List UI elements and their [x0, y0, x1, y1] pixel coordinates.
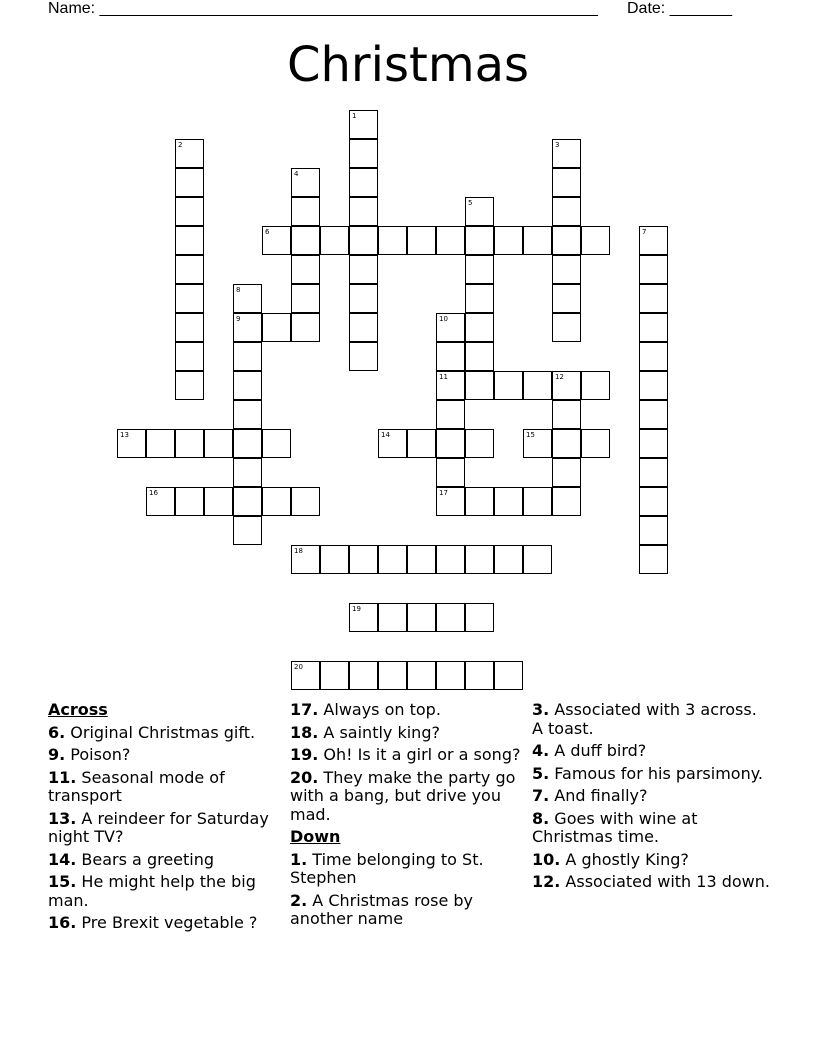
- clue-item-number: 12.: [532, 872, 561, 891]
- grid-cell[interactable]: [291, 226, 320, 255]
- clue-item: [532, 851, 770, 870]
- clue-item-text: Associated with 13 down.: [560, 872, 770, 891]
- grid-cell[interactable]: [581, 429, 610, 458]
- clue-item-text: Bears a greeting: [76, 849, 215, 869]
- clue-item-number: 2.: [290, 890, 308, 910]
- clue-item: [48, 746, 286, 765]
- grid-cell[interactable]: [175, 255, 204, 284]
- clue-item: [532, 787, 770, 806]
- grid-cell[interactable]: [291, 284, 320, 313]
- grid-cell[interactable]: [349, 313, 378, 342]
- grid-cell[interactable]: [494, 371, 523, 400]
- grid-cell[interactable]: [407, 661, 436, 690]
- grid-cell[interactable]: [320, 661, 349, 690]
- grid-cell[interactable]: [436, 429, 465, 458]
- grid-cell[interactable]: [436, 313, 465, 342]
- clue-item-number: 14.: [48, 849, 77, 869]
- grid-cell[interactable]: [494, 545, 523, 574]
- clue-number: 13: [120, 431, 129, 439]
- clue-item-number: 15.: [48, 872, 77, 891]
- grid-cell[interactable]: [291, 313, 320, 342]
- grid-cell[interactable]: [465, 226, 494, 255]
- grid-cell[interactable]: [494, 226, 523, 255]
- name-field-line: Name: ________________________________________________________: [48, 0, 598, 17]
- clue-item-text: A saintly king?: [318, 722, 440, 742]
- grid-cell[interactable]: [552, 284, 581, 313]
- grid-cell[interactable]: [552, 139, 581, 168]
- grid-cell[interactable]: [465, 284, 494, 313]
- clue-item-number: 17.: [290, 700, 319, 719]
- across-heading: Across: [48, 700, 108, 719]
- grid-cell[interactable]: [523, 226, 552, 255]
- grid-cell[interactable]: [436, 661, 465, 690]
- clue-item-text: Associated with 3 across. A toast.: [532, 700, 757, 738]
- clue-item: [290, 724, 528, 743]
- clue-item-text: He might help the big man.: [48, 872, 256, 910]
- grid-cell[interactable]: [262, 429, 291, 458]
- grid-cell[interactable]: [378, 226, 407, 255]
- clue-item-number: 8.: [532, 808, 550, 828]
- grid-cell[interactable]: [349, 255, 378, 284]
- clue-number: 12: [555, 373, 564, 381]
- clue-item-number: 9.: [48, 745, 66, 764]
- grid-cell[interactable]: [552, 226, 581, 255]
- clue-item-number: 6.: [48, 722, 66, 742]
- grid-cell[interactable]: [291, 197, 320, 226]
- clue-item: [290, 746, 528, 765]
- grid-cell[interactable]: [639, 371, 668, 400]
- grid-cell[interactable]: [436, 400, 465, 429]
- grid-cell[interactable]: [436, 545, 465, 574]
- clue-item: [532, 765, 770, 784]
- grid-cell[interactable]: [465, 661, 494, 690]
- clue-number: 18: [294, 547, 303, 555]
- clue-item-text: Time belonging to St. Stephen: [290, 849, 484, 887]
- grid-cell[interactable]: [349, 661, 378, 690]
- grid-cell[interactable]: [552, 429, 581, 458]
- clue-column-1: [48, 701, 286, 937]
- grid-cell[interactable]: [494, 487, 523, 516]
- grid-cell[interactable]: [639, 458, 668, 487]
- grid-cell[interactable]: [291, 255, 320, 284]
- clue-number: 4: [294, 170, 299, 178]
- clue-item-number: 10.: [532, 849, 561, 869]
- grid-cell[interactable]: [465, 603, 494, 632]
- grid-cell[interactable]: [436, 458, 465, 487]
- grid-cell[interactable]: [523, 429, 552, 458]
- clue-item-number: 11.: [48, 767, 77, 787]
- grid-cell[interactable]: [552, 197, 581, 226]
- grid-cell[interactable]: [262, 313, 291, 342]
- clue-item: [48, 914, 286, 933]
- grid-cell[interactable]: [233, 429, 262, 458]
- grid-cell[interactable]: [233, 516, 262, 545]
- clue-item-text: Original Christmas gift.: [65, 722, 256, 742]
- grid-cell[interactable]: [291, 545, 320, 574]
- clue-number: 9: [236, 315, 241, 323]
- grid-cell[interactable]: [349, 197, 378, 226]
- clue-item: [290, 701, 528, 720]
- grid-cell[interactable]: [465, 487, 494, 516]
- clue-number: 15: [526, 431, 535, 439]
- down-heading: Down: [290, 827, 341, 846]
- grid-cell[interactable]: [639, 516, 668, 545]
- clue-number: 3: [555, 141, 560, 149]
- grid-cell[interactable]: [146, 487, 175, 516]
- clue-number: 5: [468, 199, 473, 207]
- clue-item-text: Goes with wine at Christmas time.: [532, 808, 698, 846]
- grid-cell[interactable]: [436, 603, 465, 632]
- grid-cell[interactable]: [233, 342, 262, 371]
- clue-item-number: 16.: [48, 913, 77, 932]
- clue-item-number: 19.: [290, 745, 319, 764]
- grid-cell[interactable]: [552, 458, 581, 487]
- clue-number: 2: [178, 141, 183, 149]
- grid-cell[interactable]: [175, 197, 204, 226]
- grid-cell[interactable]: [465, 545, 494, 574]
- clue-item: [290, 851, 528, 888]
- clue-item: [48, 769, 286, 806]
- clue-column-2: [290, 701, 528, 933]
- grid-cell[interactable]: [581, 371, 610, 400]
- clue-item: [532, 701, 770, 738]
- grid-cell[interactable]: [407, 545, 436, 574]
- grid-cell[interactable]: [407, 603, 436, 632]
- clue-item-number: 18.: [290, 722, 319, 742]
- clue-number: 7: [642, 228, 647, 236]
- clue-number: 1: [352, 112, 357, 120]
- grid-cell[interactable]: [378, 429, 407, 458]
- grid-cell[interactable]: [349, 226, 378, 255]
- clue-item: [48, 724, 286, 743]
- clue-item: [532, 873, 770, 892]
- page-title: Christmas: [286, 37, 529, 93]
- grid-cell[interactable]: [349, 110, 378, 139]
- grid-cell[interactable]: [320, 545, 349, 574]
- grid-cell[interactable]: [291, 168, 320, 197]
- clue-item: [48, 851, 286, 870]
- clue-item-text: Always on top.: [318, 700, 441, 719]
- clue-item-number: 3.: [532, 700, 550, 719]
- grid-cell[interactable]: [523, 487, 552, 516]
- grid-cell[interactable]: [349, 168, 378, 197]
- clue-item-text: A duff bird?: [549, 741, 647, 760]
- clue-number: 10: [439, 315, 448, 323]
- clue-item-text: A reindeer for Saturday night TV?: [48, 808, 269, 846]
- grid-cell[interactable]: [552, 400, 581, 429]
- clue-column-3: [532, 701, 770, 896]
- clue-item-number: 5.: [532, 763, 550, 783]
- grid-cell[interactable]: [320, 226, 349, 255]
- grid-cell[interactable]: [233, 458, 262, 487]
- clue-item-text: Oh! Is it a girl or a song?: [318, 745, 521, 764]
- grid-cell[interactable]: [436, 487, 465, 516]
- clue-item-number: 7.: [532, 786, 550, 805]
- clue-item-number: 13.: [48, 808, 77, 828]
- grid-cell[interactable]: [639, 255, 668, 284]
- grid-cell[interactable]: [639, 226, 668, 255]
- grid-cell[interactable]: [436, 371, 465, 400]
- clue-item: [48, 810, 286, 847]
- grid-cell[interactable]: [465, 429, 494, 458]
- grid-cell[interactable]: [639, 313, 668, 342]
- clue-number: 19: [352, 605, 361, 613]
- grid-cell[interactable]: [175, 342, 204, 371]
- grid-cell[interactable]: [378, 545, 407, 574]
- grid-cell[interactable]: [349, 284, 378, 313]
- grid-cell[interactable]: [494, 661, 523, 690]
- grid-cell[interactable]: [436, 226, 465, 255]
- grid-cell[interactable]: [117, 429, 146, 458]
- date-field-line: Date: _______: [627, 0, 732, 17]
- clue-number: 8: [236, 286, 241, 294]
- clue-item: [532, 810, 770, 847]
- grid-cell[interactable]: [175, 429, 204, 458]
- grid-cell[interactable]: [233, 400, 262, 429]
- clue-item: [48, 873, 286, 910]
- grid-cell[interactable]: [233, 371, 262, 400]
- clue-item-text: A Christmas rose by another name: [290, 890, 473, 928]
- grid-cell[interactable]: [436, 342, 465, 371]
- clue-number: 6: [265, 228, 270, 236]
- grid-cell[interactable]: [175, 487, 204, 516]
- grid-cell[interactable]: [233, 284, 262, 313]
- grid-cell[interactable]: [465, 342, 494, 371]
- grid-cell[interactable]: [175, 226, 204, 255]
- grid-cell[interactable]: [175, 371, 204, 400]
- grid-cell[interactable]: [378, 603, 407, 632]
- grid-cell[interactable]: [465, 371, 494, 400]
- clue-number: 14: [381, 431, 390, 439]
- grid-cell[interactable]: [552, 255, 581, 284]
- clue-item: [290, 769, 528, 825]
- grid-cell[interactable]: [407, 226, 436, 255]
- grid-cell[interactable]: [233, 313, 262, 342]
- grid-cell[interactable]: [639, 342, 668, 371]
- grid-cell[interactable]: [291, 661, 320, 690]
- grid-cell[interactable]: [175, 313, 204, 342]
- clue-item: [290, 892, 528, 929]
- grid-cell[interactable]: [581, 226, 610, 255]
- clue-item-number: 1.: [290, 849, 308, 869]
- clue-number: 17: [439, 489, 448, 497]
- clue-item-text: Pre Brexit vegetable ?: [76, 913, 258, 932]
- grid-cell[interactable]: [349, 603, 378, 632]
- grid-cell[interactable]: [378, 661, 407, 690]
- grid-cell[interactable]: [465, 313, 494, 342]
- clue-item-number: 20.: [290, 767, 319, 787]
- grid-cell[interactable]: [146, 429, 175, 458]
- grid-cell[interactable]: [204, 487, 233, 516]
- clue-item-text: Poison?: [65, 745, 131, 764]
- grid-cell[interactable]: [465, 197, 494, 226]
- grid-cell[interactable]: [175, 139, 204, 168]
- grid-cell[interactable]: [175, 168, 204, 197]
- grid-cell[interactable]: [639, 487, 668, 516]
- clue-number: 20: [294, 663, 303, 671]
- grid-cell[interactable]: [204, 429, 233, 458]
- grid-cell[interactable]: [552, 168, 581, 197]
- grid-cell[interactable]: [262, 487, 291, 516]
- clue-item-text: Seasonal mode of transport: [48, 767, 225, 805]
- clue-item-text: A ghostly King?: [560, 849, 689, 869]
- grid-cell[interactable]: [552, 371, 581, 400]
- grid-cell[interactable]: [523, 371, 552, 400]
- grid-cell[interactable]: [639, 400, 668, 429]
- clue-item: [532, 742, 770, 761]
- clue-item-text: And finally?: [549, 786, 648, 805]
- grid-cell[interactable]: [639, 545, 668, 574]
- grid-cell[interactable]: [552, 313, 581, 342]
- grid-cell[interactable]: [262, 226, 291, 255]
- grid-cell[interactable]: [349, 139, 378, 168]
- clue-item-text: Famous for his parsimony.: [549, 763, 763, 783]
- clue-number: 16: [149, 489, 158, 497]
- grid-cell[interactable]: [552, 487, 581, 516]
- grid-cell[interactable]: [175, 284, 204, 313]
- clue-item-number: 4.: [532, 741, 550, 760]
- grid-cell[interactable]: [407, 429, 436, 458]
- grid-cell[interactable]: [639, 284, 668, 313]
- grid-cell[interactable]: [349, 342, 378, 371]
- grid-cell[interactable]: [291, 487, 320, 516]
- grid-cell[interactable]: [349, 545, 378, 574]
- grid-cell[interactable]: [465, 255, 494, 284]
- grid-cell[interactable]: [523, 545, 552, 574]
- grid-cell[interactable]: [233, 487, 262, 516]
- clue-number: 11: [439, 373, 448, 381]
- grid-cell[interactable]: [639, 429, 668, 458]
- clue-item-text: They make the party go with a bang, but drive you mad.: [290, 767, 516, 824]
